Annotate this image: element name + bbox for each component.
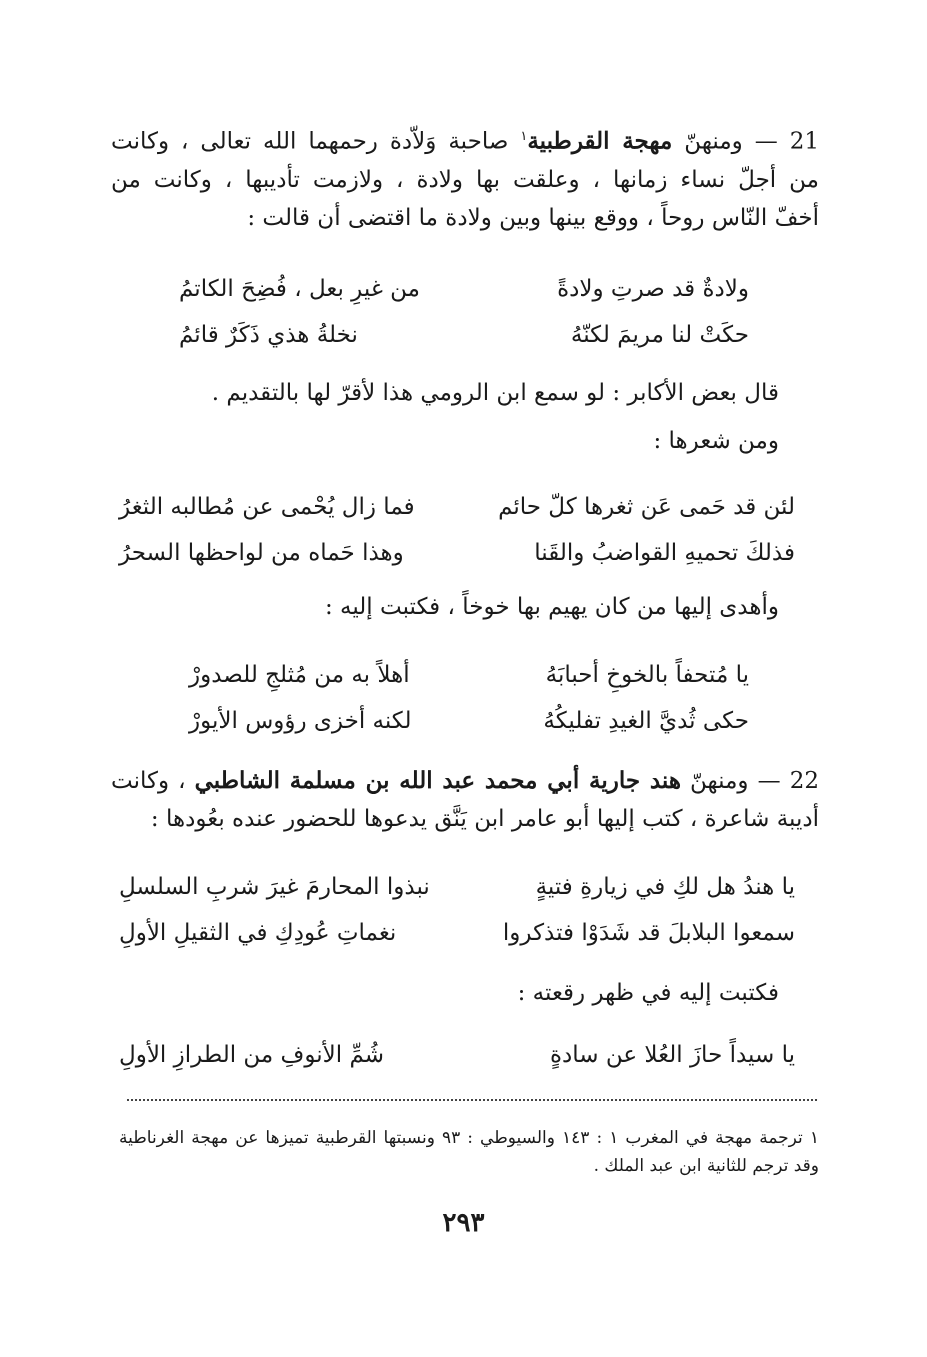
hemistich-right: يا مُتحفاً بالخوخِ أحبابَهُ bbox=[545, 662, 749, 688]
entry-21-line-2: من أجلّ نساء زمانها ، وعلقت بها ولادة ، ولازمت تأديبها ، وكانت من bbox=[111, 166, 819, 193]
hemistich-right: سمعوا البلابلَ قد شَدَوْا فتذكروا bbox=[502, 920, 795, 946]
hemistich-left: فما زال يُحْمى عن مُطالبه الثغرُ bbox=[119, 494, 415, 520]
footnote bbox=[119, 1124, 819, 1180]
hemistich-left: نغماتِ عُودِكِ في الثقيلِ الأولِ bbox=[119, 920, 397, 946]
verse-3-line-2 bbox=[189, 698, 749, 744]
footnote-mark: ١ bbox=[520, 129, 528, 144]
verse-block-3 bbox=[189, 652, 749, 744]
hemistich-right: فذلكَ تحميهِ القواضبُ والقَنا bbox=[534, 540, 795, 566]
entry-21-name: مهجة القرطبية bbox=[527, 127, 673, 155]
verse-block-4 bbox=[119, 864, 795, 956]
verse-2-line-2 bbox=[119, 530, 795, 576]
intro-5: فكتبت إليه في ظهر رقعته : bbox=[517, 980, 779, 1006]
verse-1-line-2 bbox=[179, 312, 749, 358]
comment-1: قال بعض الأكابر : لو سمع ابن الرومي هذا لأقرّ لها بالتقديم . bbox=[211, 380, 779, 406]
intro-2: ومن شعرها : bbox=[653, 428, 779, 454]
entry-22-paragraph bbox=[111, 762, 819, 838]
hemistich-left: لكنه أخزى رؤوس الأيورْ bbox=[189, 708, 412, 734]
hemistich-right: يا سيداً حازَ العُلا عن سادةٍ bbox=[550, 1042, 795, 1068]
entry-22-line-1 bbox=[111, 762, 819, 800]
hemistich-left: شُمِّ الأنوفِ من الطرازِ الأولِ bbox=[119, 1042, 385, 1068]
entry-22-line-1-rest: ، وكانت bbox=[111, 768, 195, 794]
verse-3-line-1 bbox=[189, 652, 749, 698]
footnote-line-1: ١ ترجمة مهجة في المغرب ١ : ١٤٣ والسيوطي : ٩٣ ونسبتها القرطبية تميزها عن مهجة الغرناطية bbox=[119, 1128, 819, 1148]
verse-block-2 bbox=[119, 484, 795, 576]
entry-21-lead: 21 — ومنهنّ bbox=[672, 128, 819, 155]
footnote-line-2: وقد ترجم للثانية ابن عبد الملك . bbox=[593, 1156, 819, 1176]
entry-21-line-3: أخفّ النّاس روحاً ، ووقع بينها وبين ولادة ما اقتضى أن قالت : bbox=[247, 204, 819, 231]
entry-21-line-1 bbox=[111, 118, 819, 161]
page-number: ٢٩٣ bbox=[442, 1208, 485, 1238]
entry-22-name: هند جارية أبي محمد عبد الله بن مسلمة الشاطبي bbox=[194, 767, 681, 794]
hemistich-left: نخلةُ هذي ذَكَرٌ قائمُ bbox=[179, 322, 358, 348]
verse-block-1 bbox=[179, 266, 749, 358]
entry-22-line-2: أديبة شاعرة ، كتب إليها أبو عامر ابن يَنَّق يدعوها للحضور عنده بعُودها : bbox=[150, 806, 819, 832]
verse-4-line-1 bbox=[119, 864, 795, 910]
intro-3: وأهدى إليها من كان يهيم بها خوخاً ، فكتبت إليه : bbox=[324, 594, 779, 620]
entry-22-lead: 22 — ومنهنّ bbox=[680, 768, 819, 794]
verse-block-5 bbox=[119, 1032, 795, 1078]
hemistich-left: نبذوا المحارمَ غيرَ شربِ السلسلِ bbox=[119, 874, 430, 900]
hemistich-left: من غيرِ بعل ، فُضِحَ الكاتمُ bbox=[179, 276, 420, 302]
verse-4-line-2 bbox=[119, 910, 795, 956]
footnote-separator bbox=[127, 1099, 817, 1101]
hemistich-right: حكى ثُديَّ الغيدِ تفليكُهُ bbox=[543, 708, 749, 734]
entry-21-line-1-rest: صاحبة وَلاّدة رحمهما الله تعالى ، وكانت bbox=[111, 128, 521, 155]
verse-2-line-1 bbox=[119, 484, 795, 530]
hemistich-right: حكَتْ لنا مريمَ لكنّهُ bbox=[570, 322, 749, 348]
hemistich-left: وهذا حَماه من لواحظها السحرُ bbox=[119, 540, 404, 566]
hemistich-left: أهلاً به من مُثلجِ للصدورْ bbox=[189, 662, 410, 688]
verse-5-line-1 bbox=[119, 1032, 795, 1078]
entry-21-paragraph bbox=[111, 118, 819, 237]
hemistich-right: ولادةٌ قد صرتِ ولادةً bbox=[557, 276, 749, 302]
hemistich-right: لئن قد حَمى عَن ثغرها كلّ حائم bbox=[498, 494, 795, 520]
hemistich-right: يا هندُ هل لكِ في زيارةِ فتيةٍ bbox=[535, 874, 795, 900]
verse-1-line-1 bbox=[179, 266, 749, 312]
